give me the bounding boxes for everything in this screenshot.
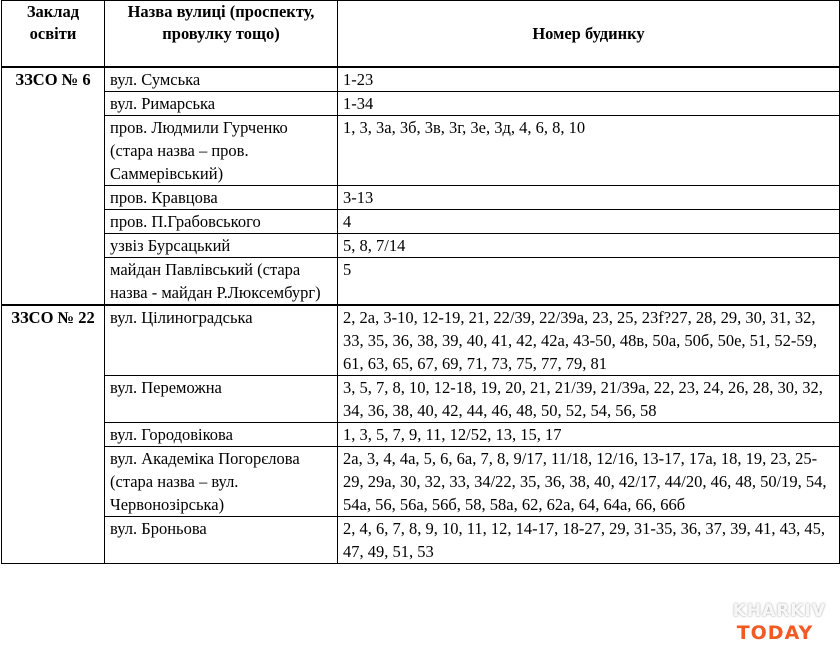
houses-cell: 2, 4, 6, 7, 8, 9, 10, 11, 12, 14-17, 18-27, 29, 31-35, 36, 37, 39, 41, 43, 45, 47, 49, 51, 53 — [338, 516, 840, 563]
houses-cell: 2, 2а, 3-10, 12-19, 21, 22/39, 22/39а, 23, 25, 23f?27, 28, 29, 30, 31, 32, 33, 35, 36, 38, 39, 40, 41, 42, 42а, 43-50, 48в, 50а, 50б, 50е, 51, 52-59, 61, 63, 65, 67, 69, 71, 73, 75, 77, 79, 81 — [338, 305, 840, 376]
table-row — [2, 91, 840, 115]
houses-cell: 1-23 — [338, 67, 840, 92]
street-cell: вул. Переможна — [105, 375, 338, 422]
table-header-row — [2, 1, 840, 67]
houses-cell: 5, 8, 7/14 — [338, 233, 840, 257]
street-cell: вул. Академіка Погорєлова (стара назва – вул. Червонозірська) — [105, 446, 338, 516]
table-row — [2, 67, 840, 92]
houses-cell: 1, 3, 3а, 3б, 3в, 3г, 3е, 3д, 4, 6, 8, 10 — [338, 115, 840, 185]
street-cell: пров. Кравцова — [105, 185, 338, 209]
table-row — [2, 422, 840, 446]
street-cell: вул. Цілиноградська — [105, 305, 338, 376]
houses-cell: 3, 5, 7, 8, 10, 12-18, 19, 20, 21, 21/39, 21/39а, 22, 23, 24, 26, 28, 30, 32, 34, 36, 38, 40, 42, 44, 46, 48, 50, 52, 54, 56, 58 — [338, 375, 840, 422]
street-cell: пров. П.Грабовського — [105, 209, 338, 233]
table-row — [2, 209, 840, 233]
street-cell: вул. Римарська — [105, 91, 338, 115]
table-row — [2, 185, 840, 209]
school-cell: ЗЗСО № 6 — [2, 67, 105, 305]
table-row — [2, 375, 840, 422]
school-cell: ЗЗСО № 22 — [2, 305, 105, 564]
houses-cell: 3-13 — [338, 185, 840, 209]
table-row — [2, 115, 840, 185]
address-table — [1, 0, 840, 564]
street-cell: вул. Броньова — [105, 516, 338, 563]
table-row — [2, 446, 840, 516]
street-cell: майдан Павлівський (стара назва - майдан Р.Люксембург) — [105, 257, 338, 305]
houses-cell: 5 — [338, 257, 840, 305]
street-cell: вул. Городовікова — [105, 422, 338, 446]
street-cell: вул. Сумська — [105, 67, 338, 92]
houses-cell: 4 — [338, 209, 840, 233]
watermark-line2: TODAY — [736, 622, 814, 644]
table-row — [2, 233, 840, 257]
street-cell: узвіз Бурсацький — [105, 233, 338, 257]
header-school: Заклад освіти — [2, 1, 105, 67]
houses-cell: 1, 3, 5, 7, 9, 11, 12/52, 13, 15, 17 — [338, 422, 840, 446]
kharkiv-today-watermark — [733, 600, 826, 644]
header-street: Назва вулиці (проспекту, провулку тощо) — [105, 1, 338, 67]
houses-cell: 2а, 3, 4, 4а, 5, 6, 6а, 7, 8, 9/17, 11/18, 12/16, 13-17, 17а, 18, 19, 23, 25-29, 29а, 30, 32, 33, 34/22, 35, 36, 38, 40, 42/17, 44/20, 46, 48, 50/19, 54, 54а, 56, 56а, 56б, 58, 58а, 62, 62а, 64, 64а, 66, 66б — [338, 446, 840, 516]
street-cell: пров. Людмили Гурченко (стара назва – пров. Саммерівський) — [105, 115, 338, 185]
table-row — [2, 305, 840, 376]
header-houses: Номер будинку — [338, 1, 840, 67]
watermark-line1: KHARKIV — [732, 601, 826, 621]
table-row — [2, 257, 840, 305]
table-row — [2, 516, 840, 563]
houses-cell: 1-34 — [338, 91, 840, 115]
